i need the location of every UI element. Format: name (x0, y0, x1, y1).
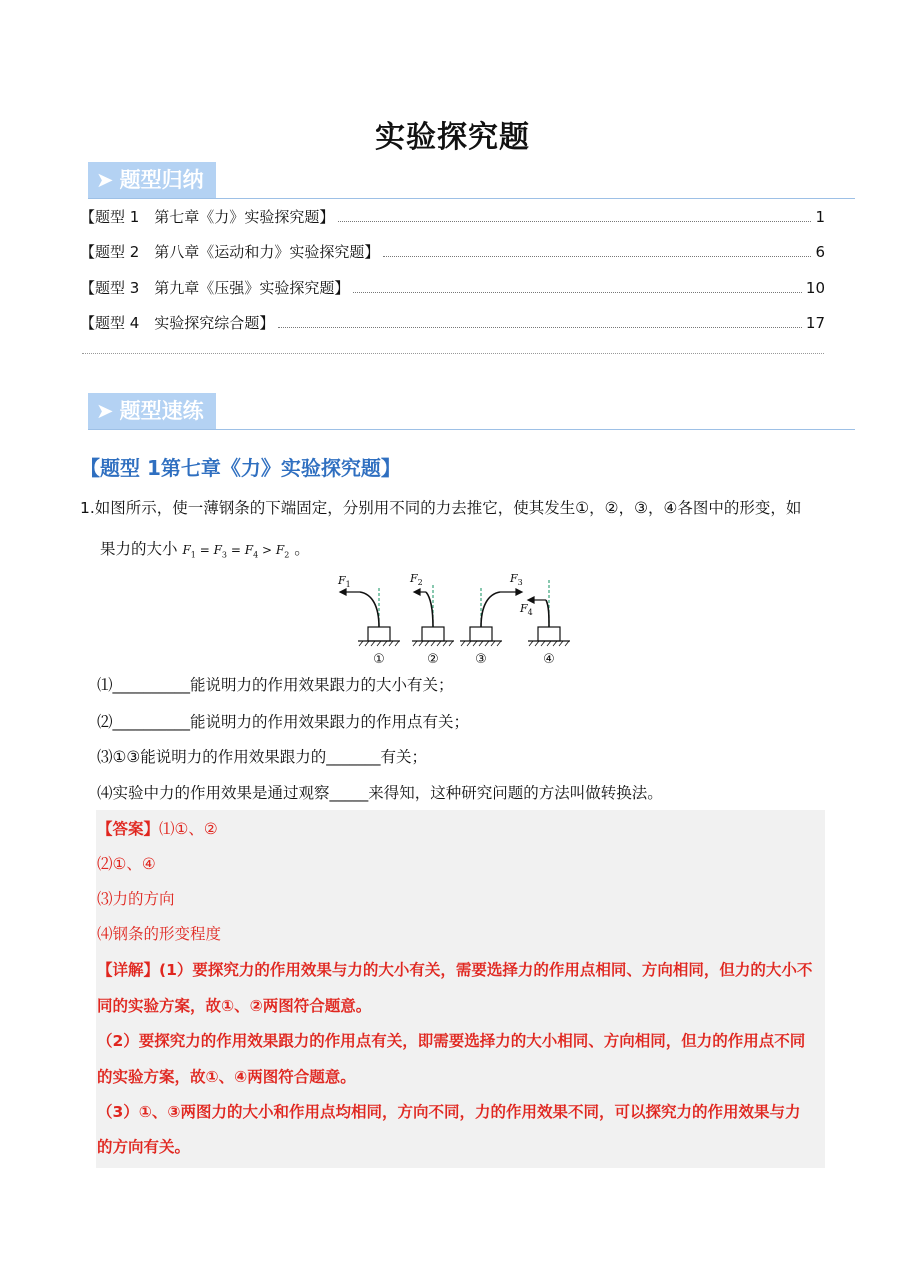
toc-label: 【题型 1 第七章《力》实验探究题】 (80, 208, 335, 226)
figure-1 (340, 588, 400, 646)
force-formula: $F_1 = F_3 = F_4 > F_2$ (182, 543, 290, 560)
topic-heading: 【题型 1第七章《力》实验探究题】 (80, 456, 401, 480)
figure-2 (412, 585, 454, 646)
figure-label-1: ① (373, 652, 385, 667)
detail-2b: 的实验方案，故①、④两图符合题意。 (97, 1068, 356, 1086)
force-label-4: $F_4$ (520, 602, 533, 617)
force-label-3: $F_3$ (510, 572, 523, 587)
force-label-1: $F_1$ (338, 574, 351, 589)
section-header-summary (88, 162, 855, 199)
toc-leader (353, 292, 802, 293)
toc-leader (278, 327, 802, 328)
toc-page: 17 (805, 314, 825, 332)
toc-label: 【题型 3 第九章《压强》实验探究题】 (80, 279, 350, 297)
section-tag (88, 393, 216, 429)
toc-entry-3[interactable] (80, 276, 825, 300)
toc-label: 【题型 2 第八章《运动和力》实验探究题】 (80, 243, 380, 261)
toc-entry-2[interactable] (80, 240, 825, 264)
answer-2: ⑵①、④ (97, 855, 156, 873)
detail-3a: （3）①、③两图力的大小和作用点均相同，方向不同，力的作用效果不同，可以探究力的作用效果与力 (97, 1103, 801, 1121)
sub-question-3: ⑶①③能说明力的作用效果跟力的_______有关； (97, 748, 428, 766)
detail-3b: 的方向有关。 (97, 1138, 191, 1156)
answer-3: ⑶力的方向 (97, 890, 175, 908)
detail-1b: 同的实验方案，故①、②两图符合题意。 (97, 997, 372, 1015)
question-line-1: 1.如图所示，使一薄钢条的下端固定，分别用不同的力去推它，使其发生①，②，③，④各图中的形变，如 (80, 499, 802, 517)
sub-question-2: ⑵__________能说明力的作用效果跟力的作用点有关； (97, 713, 470, 731)
answer-4: ⑷钢条的形变程度 (97, 925, 222, 943)
toc-leader (383, 256, 811, 257)
section-label: 题型速练 (119, 399, 204, 423)
toc-entry-1[interactable] (80, 205, 825, 229)
figure-label-4: ④ (543, 652, 555, 667)
detail-tag: 【详解】 (97, 961, 160, 979)
detail-1a: (1）要探究力的作用效果与力的大小有关，需要选择力的作用点相同、方向相同，但力的大小不 (159, 961, 813, 979)
arrow-icon: ➤ (96, 168, 114, 192)
question-text-end: 。 (294, 540, 310, 558)
section-header-practice (88, 393, 855, 430)
sub-question-1: ⑴__________能说明力的作用效果跟力的大小有关； (97, 676, 454, 694)
arrow-icon: ➤ (96, 399, 114, 423)
figure-label-2: ② (427, 652, 439, 667)
figure-3 (460, 588, 522, 646)
detail-2a: （2）要探究力的作用效果跟力的作用点有关，即需要选择力的大小相同、方向相同，但力的作用点不同 (97, 1032, 806, 1050)
steel-strip-figure (330, 570, 580, 670)
answer-1: ⑴①、② (159, 820, 218, 838)
answer-line-1 (97, 817, 218, 841)
detail-line-1 (97, 958, 812, 982)
figure-4 (528, 580, 570, 646)
toc-page: 1 (815, 208, 825, 226)
figure-label-3: ③ (475, 652, 487, 667)
question-text: 果力的大小 (100, 540, 178, 558)
section-tag (88, 162, 216, 198)
section-label: 题型归纳 (119, 168, 204, 192)
page-title: 实验探究题 (375, 120, 530, 155)
toc-leader (338, 221, 811, 222)
sub-question-4: ⑷实验中力的作用效果是通过观察_____来得知，这种研究问题的方法叫做转换法。 (97, 784, 663, 802)
toc-entry-4[interactable] (80, 311, 825, 335)
toc-page: 10 (805, 279, 825, 297)
divider (82, 353, 824, 354)
toc-label: 【题型 4 实验探究综合题】 (80, 314, 275, 332)
answer-tag: 【答案】 (97, 820, 160, 838)
toc-page: 6 (815, 243, 825, 261)
question-line-2 (100, 537, 310, 567)
force-label-2: $F_2$ (410, 572, 423, 587)
